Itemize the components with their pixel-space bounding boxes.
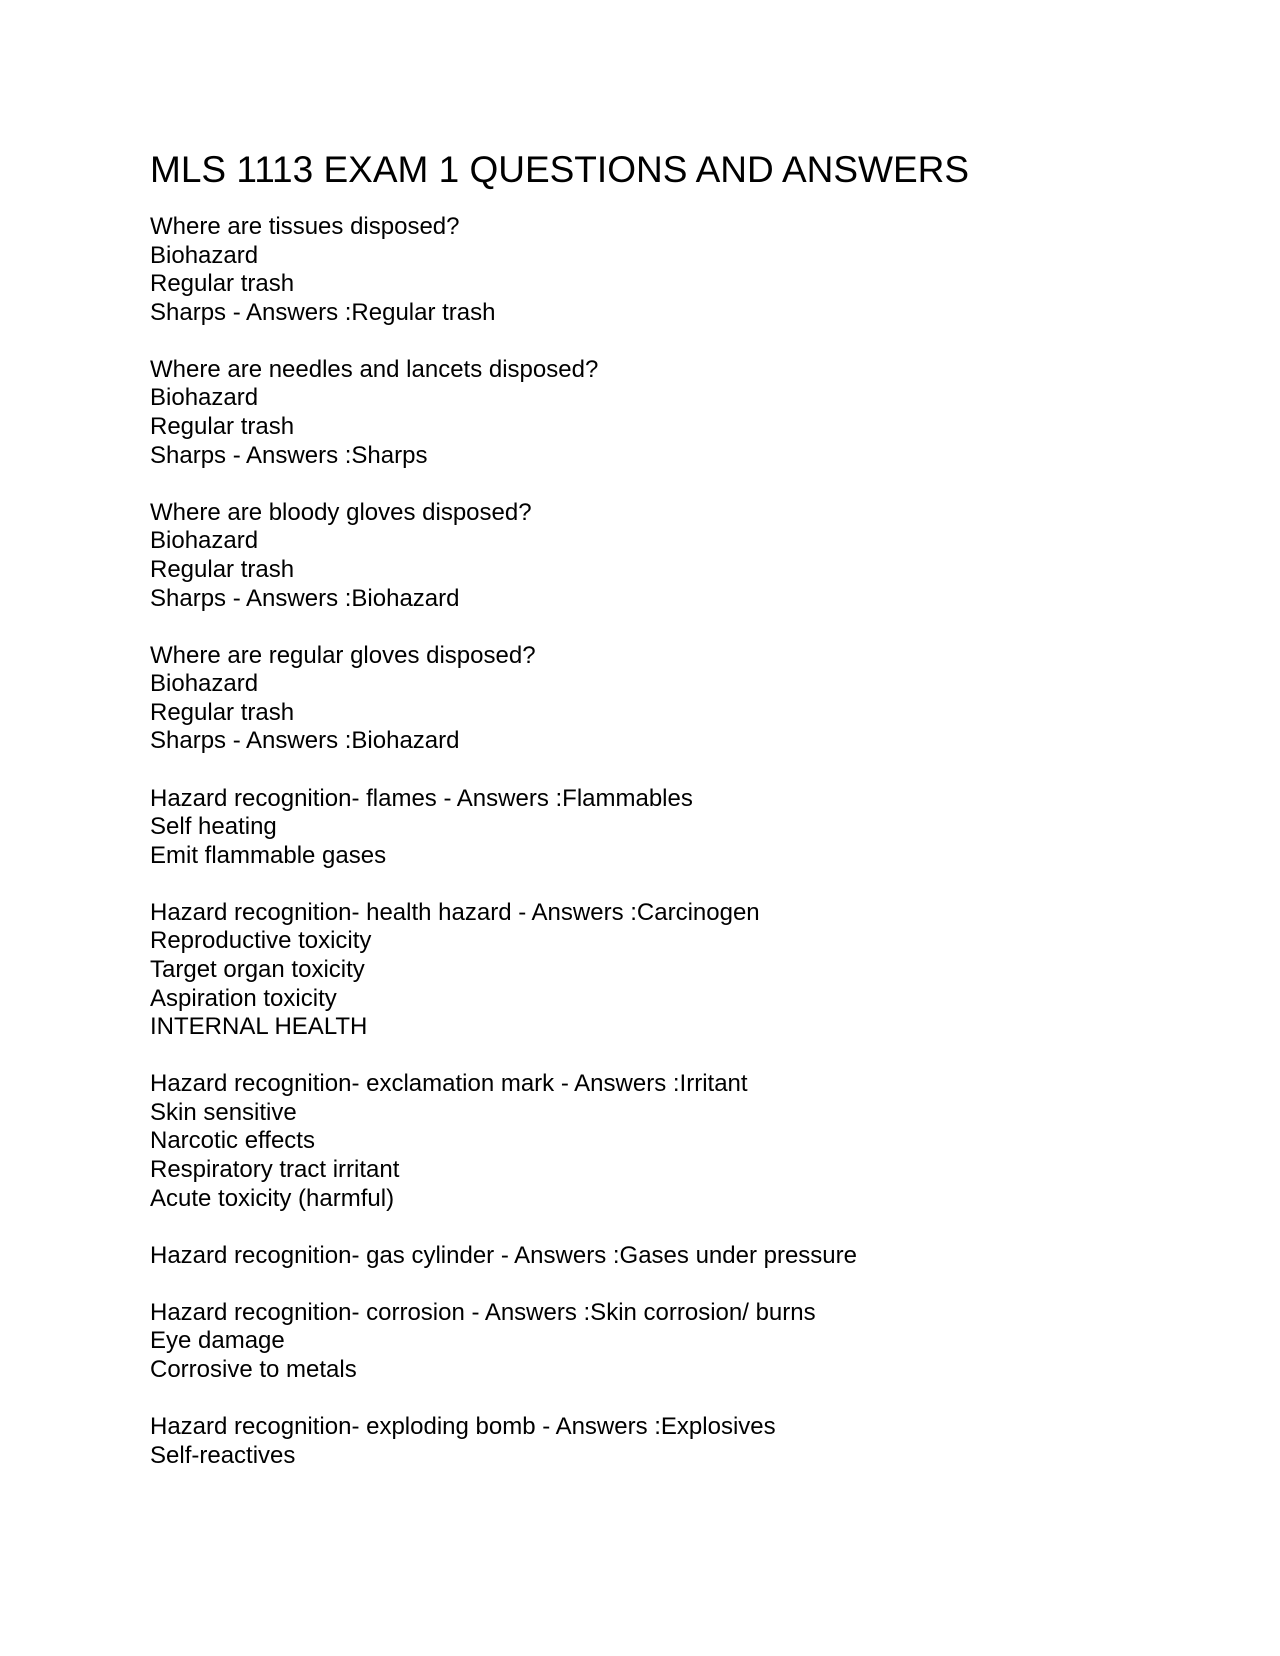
answer-text: Sharps - Answers :Biohazard: [150, 584, 460, 612]
question-text: Where are tissues disposed?: [150, 213, 460, 240]
qa-block-needles: [150, 356, 1210, 470]
answer-text: Sharps - Answers :Regular trash: [150, 298, 496, 326]
qa-block-bloody-gloves: [150, 499, 1210, 613]
answer-detail-text: Corrosive to metals: [150, 1356, 357, 1383]
option-text: Regular trash: [150, 555, 295, 583]
question-text: Where are bloody gloves disposed?: [150, 498, 532, 526]
qa-block-exploding-bomb: [150, 1413, 1210, 1470]
option-text: Biohazard: [150, 241, 259, 269]
question-text: Where are needles and lancets disposed?: [150, 355, 599, 383]
answer-text: Sharps - Answers :Sharps: [150, 441, 428, 469]
option-text: Biohazard: [150, 670, 259, 698]
question-text: Hazard recognition- health hazard - Answers :Carcinogen: [150, 898, 760, 926]
qa-block-corrosion: [150, 1299, 1210, 1385]
qa-block-regular-gloves: [150, 642, 1210, 756]
answer-detail-text: Target organ toxicity: [150, 955, 365, 983]
answer-detail-text: Self-reactives: [150, 1441, 296, 1469]
document-page: [150, 146, 1210, 1499]
question-text: Hazard recognition- gas cylinder - Answers :Gases under pressure: [150, 1241, 857, 1269]
option-text: Regular trash: [150, 413, 295, 441]
answer-detail-text: Narcotic effects: [150, 1127, 315, 1155]
answer-detail-text: Skin sensitive: [150, 1098, 297, 1126]
answer-detail-text: Aspiration toxicity: [150, 984, 337, 1012]
document-title: MLS 1113 EXAM 1 QUESTIONS AND ANSWERS: [150, 149, 970, 190]
qa-block-health-hazard: [150, 899, 1210, 1042]
qa-block-flames: [150, 785, 1210, 871]
option-text: Regular trash: [150, 698, 295, 726]
qa-block-gas-cylinder: [150, 1242, 1210, 1271]
option-text: Biohazard: [150, 384, 259, 412]
question-text: Hazard recognition- corrosion - Answers :Skin corrosion/ burns: [150, 1298, 816, 1326]
answer-detail-text: Eye damage: [150, 1327, 285, 1355]
question-text: Where are regular gloves disposed?: [150, 641, 536, 669]
answer-text: Sharps - Answers :Biohazard: [150, 727, 460, 755]
answer-detail-text: INTERNAL HEALTH: [150, 1013, 368, 1041]
answer-detail-text: Reproductive toxicity: [150, 927, 372, 955]
qa-block-tissues: [150, 213, 1210, 327]
answer-detail-text: Self heating: [150, 813, 277, 841]
option-text: Biohazard: [150, 527, 259, 555]
qa-block-exclamation-mark: [150, 1070, 1210, 1213]
question-text: Hazard recognition- exclamation mark - Answers :Irritant: [150, 1070, 748, 1098]
option-text: Regular trash: [150, 270, 295, 298]
answer-detail-text: Emit flammable gases: [150, 841, 387, 869]
answer-detail-text: Acute toxicity (harmful): [150, 1184, 395, 1212]
question-text: Hazard recognition- flames - Answers :Flammables: [150, 784, 693, 812]
answer-detail-text: Respiratory tract irritant: [150, 1156, 400, 1184]
question-text: Hazard recognition- exploding bomb - Answers :Explosives: [150, 1413, 776, 1441]
